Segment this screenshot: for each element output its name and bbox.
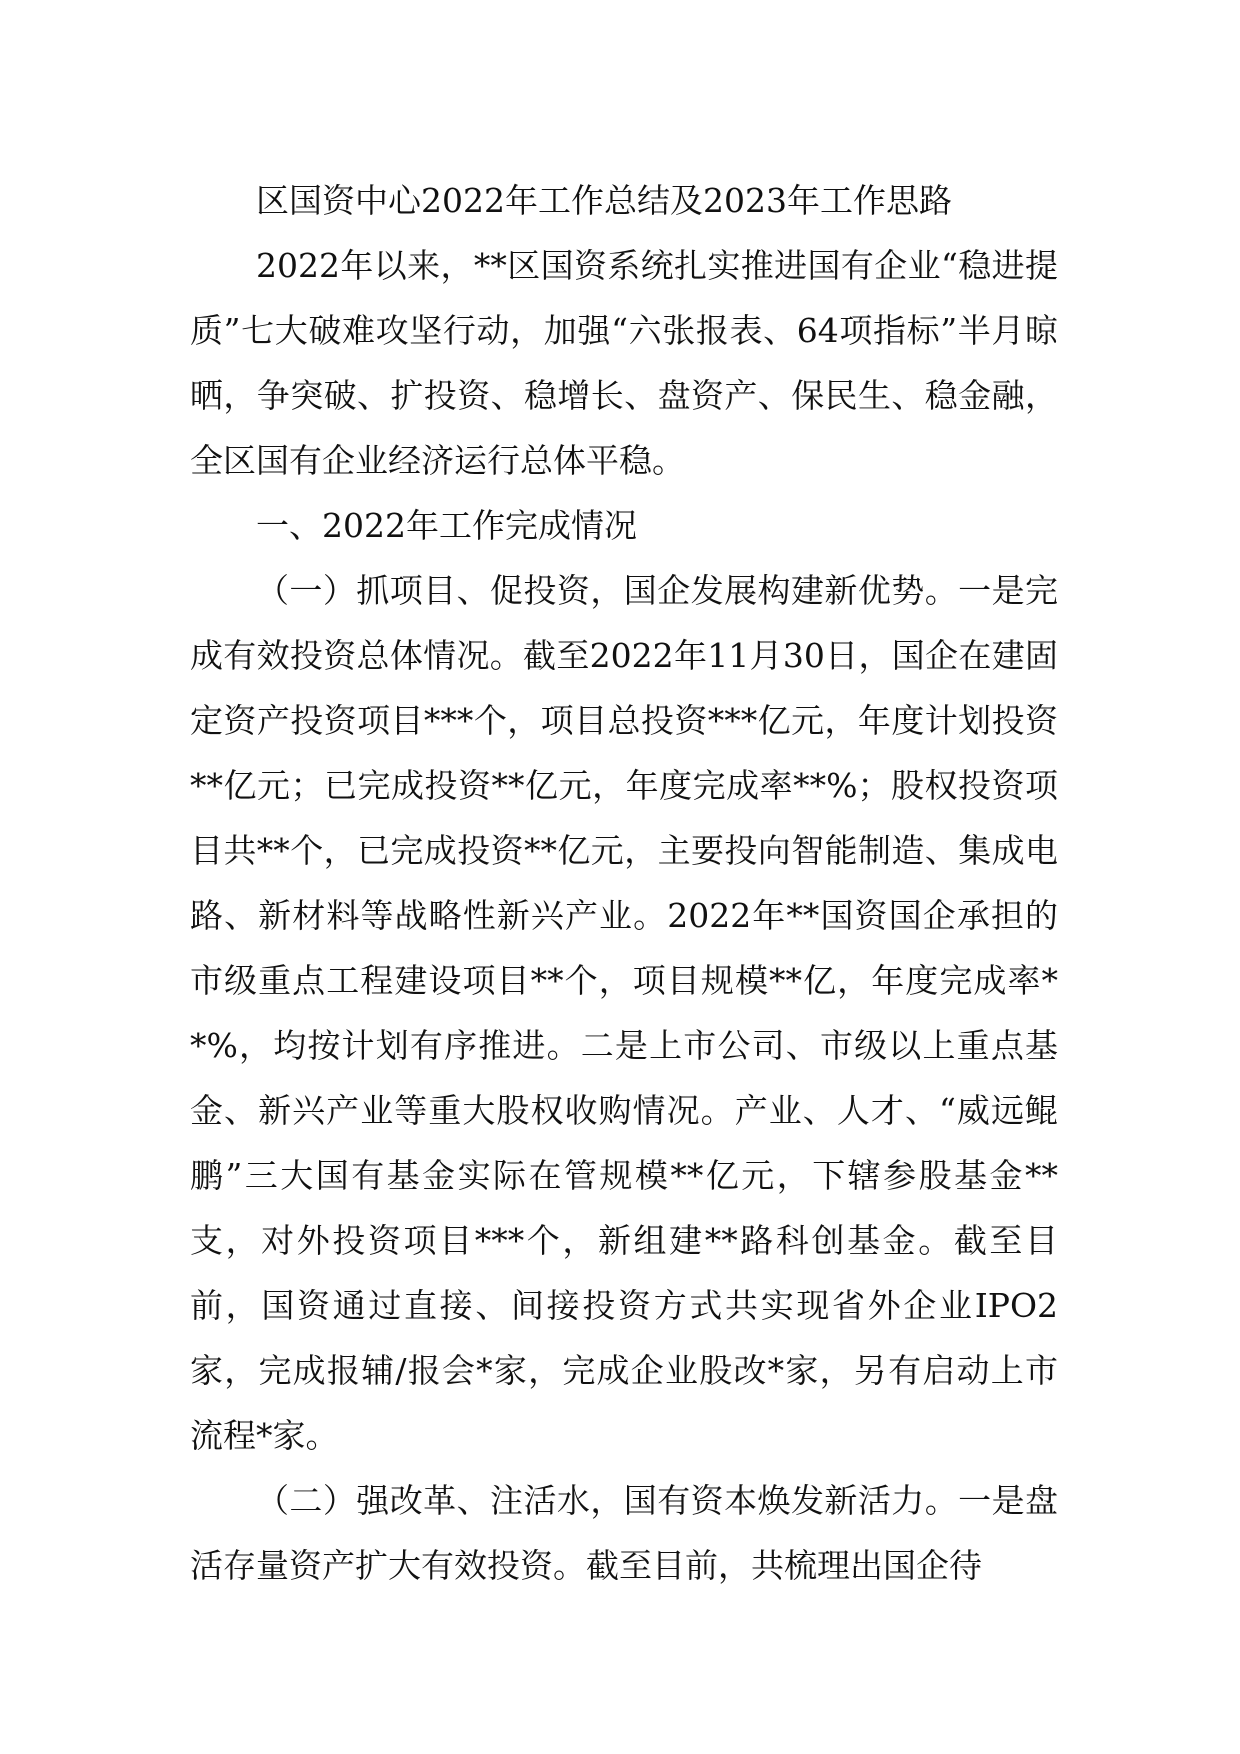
intro-paragraph: 2022年以来，**区国资系统扎实推进国有企业“稳进提质”七大破难攻坚行动，加强“六张报表、64项指标”半月晾晒，争突破、扩投资、稳增长、盘资产、保民生、稳金融，全区国有企业经济运行总体平稳。 bbox=[190, 246, 1058, 480]
document-title: 区国资中心2022年工作总结及2023年工作思路 bbox=[256, 181, 952, 220]
document-body bbox=[190, 168, 1058, 1598]
section-heading: 一、2022年工作完成情况 bbox=[256, 506, 637, 545]
section-paragraph-investment: （一）抓项目、促投资，国企发展构建新优势。一是完成有效投资总体情况。截至2022年11月30日，国企在建固定资产投资项目***个，项目总投资***亿元，年度计划投资**亿元；已完成投资**亿元，年度完成率**%；股权投资项目共**个，已完成投资**亿元，主要投向智能制造、集成电路、新材料等战略性新兴产业。2022年**国资国企承担的市级重点工程建设项目**个，项目规模**亿，年度完成率**%，均按计划有序推进。二是上市公司、市级以上重点基金、新兴产业等重大股权收购情况。产业、人才、“威远鲲鹏”三大国有基金实际在管规模**亿元，下辖参股基金**支，对外投资项目***个，新组建**路科创基金。截至目前，国资通过直接、间接投资方式共实现省外企业IPO2家，完成报辅/报会*家，完成企业股改*家，另有启动上市流程*家。 bbox=[190, 571, 1058, 1455]
section-paragraph-reform: （二）强改革、注活水，国有资本焕发新活力。一是盘活存量资产扩大有效投资。截至目前，共梳理出国企待 bbox=[190, 1481, 1058, 1585]
